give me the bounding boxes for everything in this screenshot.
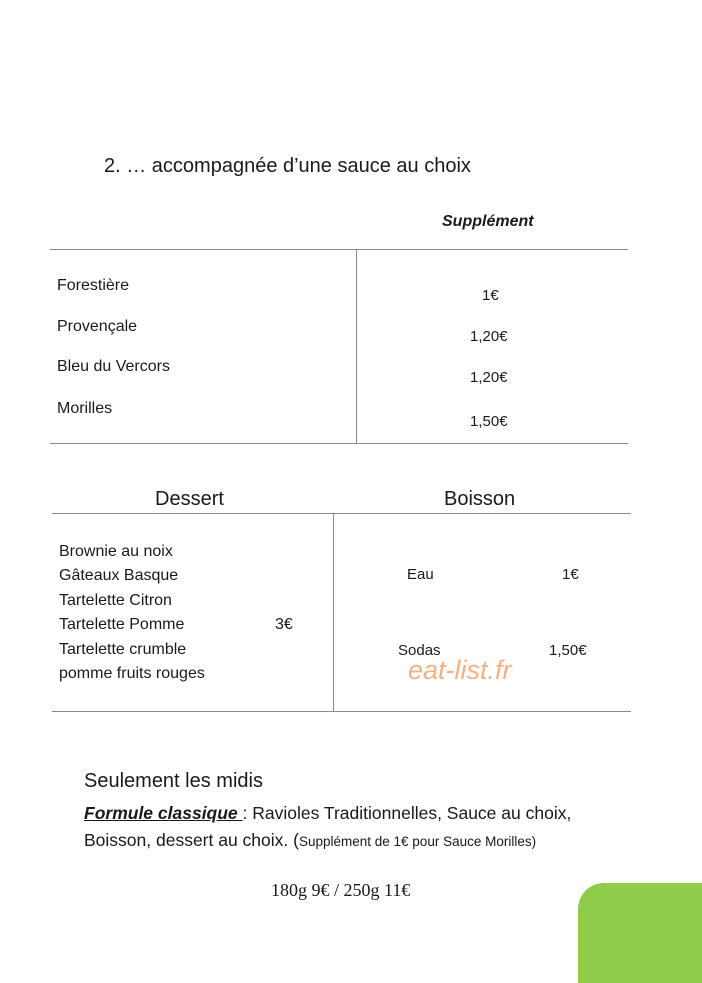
sauce-table-top-rule [50,249,628,250]
midday-only-title: Seulement les midis [84,770,263,792]
sauce-price: 1,50€ [470,413,508,430]
watermark-text: eat-list.fr [408,655,512,685]
formula-line2: Boisson, dessert au choix. ( [84,830,299,850]
sauce-name: Provençale [57,318,138,335]
dessert-price: 3€ [275,616,293,633]
sauce-price: 1€ [482,287,499,304]
dessert-item: Tartelette Citron [59,591,172,609]
dessert-item: pomme fruits rouges [59,665,205,683]
drink-name: Sodas [398,642,441,659]
sauce-price: 1,20€ [470,369,508,386]
dessert-item: Tartelette Pomme [59,616,185,634]
formula-line1: : Ravioles Traditionnelles, Sauce au choix, [242,803,572,823]
dessert-table-bottom-rule [52,711,631,712]
sauce-name: Forestière [57,277,130,294]
drink-price: 1,50€ [549,642,587,659]
formula-description [84,800,571,855]
dessert-list [59,540,205,686]
drink-price: 1€ [562,566,579,583]
dessert-item: Gâteaux Basque [59,567,179,585]
supplement-column-header: Supplément [442,213,534,230]
dessert-item: Brownie au noix [59,543,173,560]
formula-label: Formule classique [84,803,243,823]
sauce-section-heading: 2. … accompagnée d’une sauce au choix [104,155,471,177]
dessert-item: Tartelette crumble [59,640,187,658]
sauce-name: Bleu du Vercors [57,358,170,375]
drink-name: Eau [407,566,434,583]
sauce-table-divider [356,249,357,443]
dessert-table-divider [333,513,334,711]
dessert-column-header: Dessert [155,488,224,510]
sauce-name: Morilles [57,400,113,417]
sauce-price: 1,20€ [470,328,508,345]
dessert-table-top-rule [52,513,631,514]
drink-column-header: Boisson [444,488,516,510]
green-corner-decoration [578,883,702,983]
sauce-table-bottom-rule [50,443,628,444]
formula-prices: 180g 9€ / 250g 11€ [271,880,411,900]
formula-supplement-note: Supplément de 1€ pour Sauce Morilles) [298,834,537,849]
